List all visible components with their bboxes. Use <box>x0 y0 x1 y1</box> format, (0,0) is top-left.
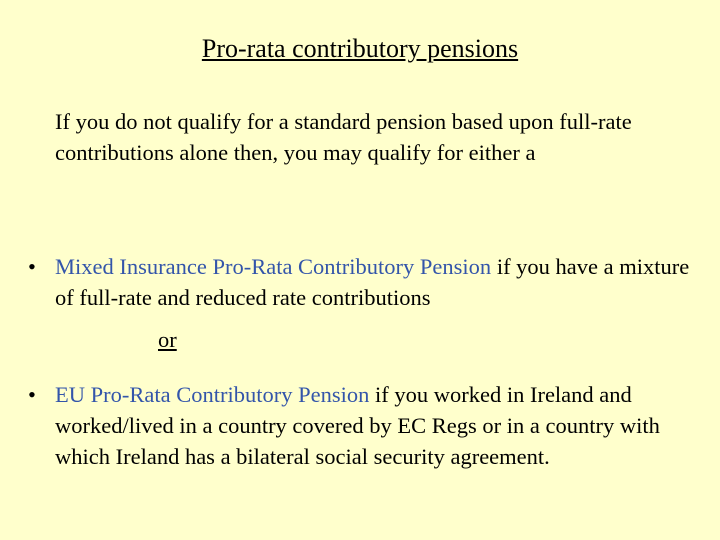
bullet-item-mixed-insurance <box>28 251 708 313</box>
bullet-item-eu-pro-rata <box>28 379 708 472</box>
pension-type-name: EU Pro-Rata Contributory Pension <box>55 382 370 407</box>
bullet-marker: • <box>28 382 36 407</box>
bullet-description: if you worked in Ireland and worked/lived in a country covered by EC Regs or in a country with which Ireland has a bilateral social security agreement. <box>55 382 660 469</box>
pension-type-name: Mixed Insurance Pro-Rata Contributory Pension <box>55 254 492 279</box>
bullet-marker: • <box>28 254 36 279</box>
slide-title: Pro-rata contributory pensions <box>201 34 519 63</box>
or-separator: or <box>158 327 177 352</box>
bullet-text <box>55 251 708 313</box>
bullet-text <box>55 379 708 472</box>
bullet-description: if you have a mixture of full-rate and reduced rate contributions <box>55 254 690 310</box>
intro-paragraph: If you do not qualify for a standard pension based upon full-rate contributions alone then, you may qualify for either a <box>55 109 632 165</box>
